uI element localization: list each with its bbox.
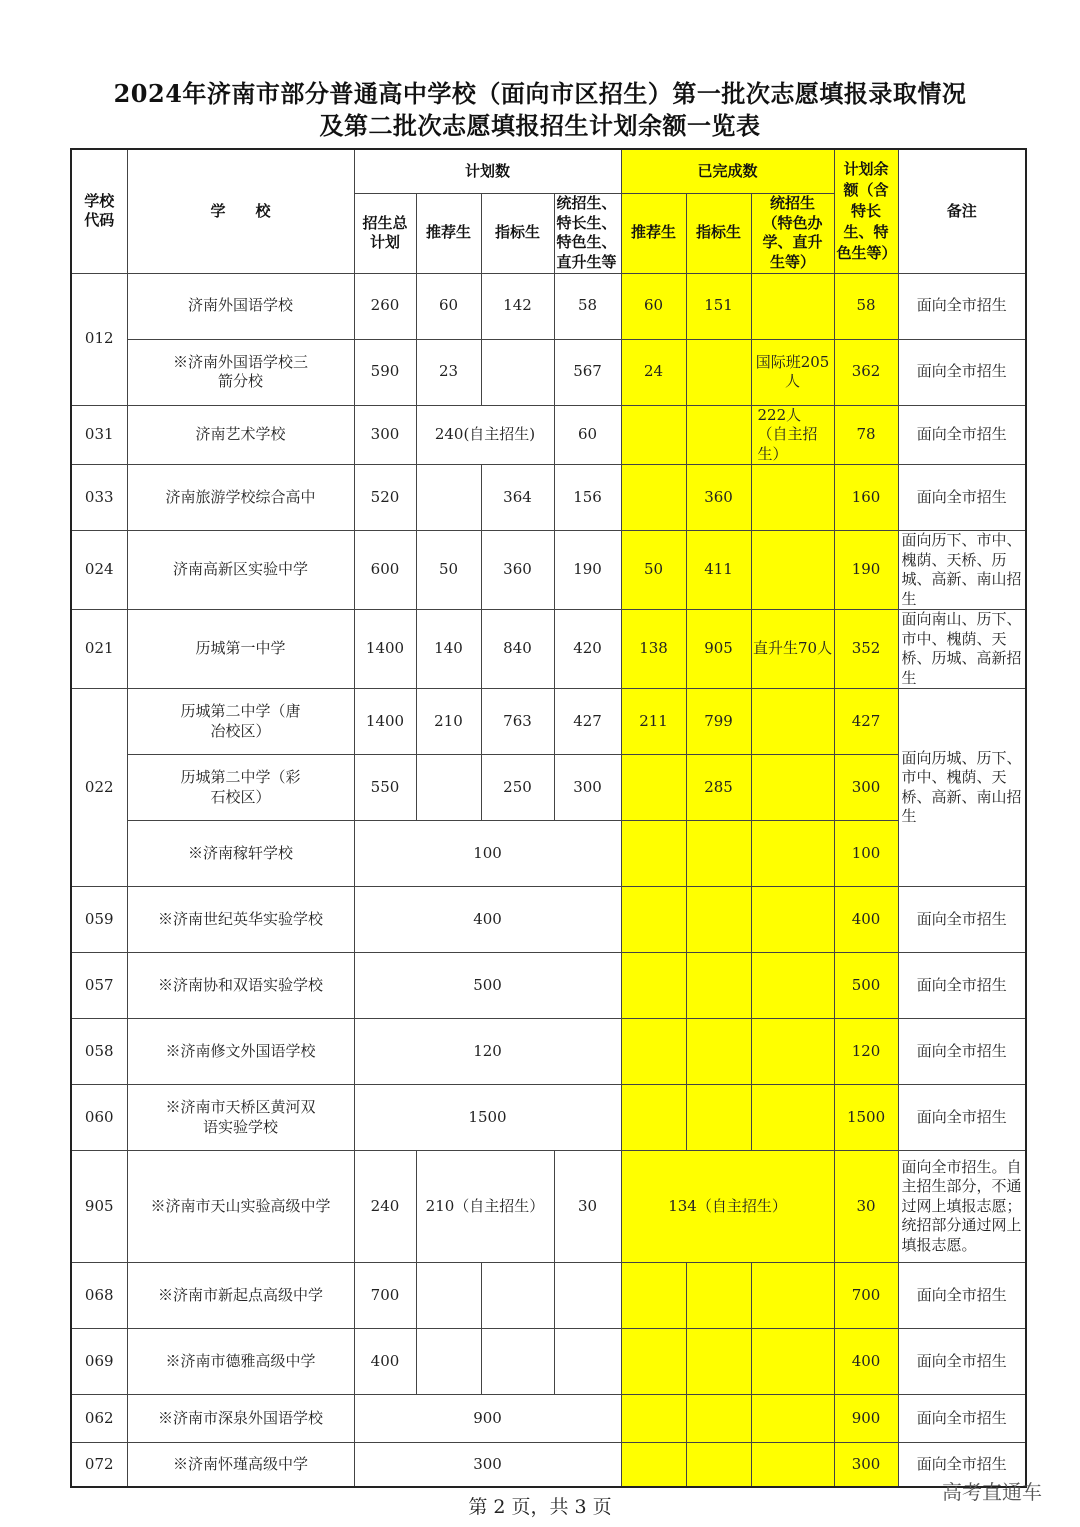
school-name: 历城第二中学（唐冶校区） [127,689,354,755]
plan-index [481,339,554,405]
done-index [686,339,751,405]
plan-index: 250 [481,755,554,821]
done-index: 360 [686,465,751,531]
header-done-index: 指标生 [686,193,751,273]
school-code: 068 [71,1263,127,1329]
plan-index: 840 [481,610,554,689]
header-row-1 [71,149,1026,193]
done-recommend [621,953,686,1019]
school-name: ※济南外国语学校三箭分校 [127,339,354,405]
table-row [71,465,1026,531]
school-code: 905 [71,1151,127,1263]
done-index: 905 [686,610,751,689]
done-index [686,1085,751,1151]
done-recommend: 50 [621,531,686,610]
school-code: 033 [71,465,127,531]
done-recommend [621,465,686,531]
done-unified: 222人（自主招生） [751,405,834,465]
done-recommend [621,1395,686,1443]
header-plan-recommend: 推荐生 [416,193,481,273]
plan-unified [554,1329,621,1395]
done-index [686,1395,751,1443]
school-code: 069 [71,1329,127,1395]
plan-recommend: 140 [416,610,481,689]
done-index [686,821,751,887]
done-recommend: 138 [621,610,686,689]
school-code: 022 [71,689,127,887]
remain: 58 [834,273,898,339]
plan-recommend-index: 240(自主招生) [416,405,554,465]
remark: 面向全市招生 [898,1263,1026,1329]
header-done-recommend: 推荐生 [621,193,686,273]
table-row [71,755,1026,821]
done-unified [751,1443,834,1487]
school-code: 058 [71,1019,127,1085]
done-unified [751,1263,834,1329]
plan-recommend [416,755,481,821]
table-row [71,953,1026,1019]
school-code: 060 [71,1085,127,1151]
plan-total: 400 [354,1329,416,1395]
plan-total: 1400 [354,689,416,755]
plan-recommend: 23 [416,339,481,405]
remark: 面向历下、市中、槐荫、天桥、历城、高新、南山招生 [898,531,1026,610]
header-code: 学校代码 [71,149,127,273]
done-recommend [621,755,686,821]
plan-unified [554,1263,621,1329]
done-unified [751,1395,834,1443]
table-row [71,1085,1026,1151]
done-recommend [621,1019,686,1085]
table-row [71,1263,1026,1329]
done-index [686,1443,751,1487]
remain: 362 [834,339,898,405]
school-code: 012 [71,273,127,405]
table-row [71,405,1026,465]
plan-unified: 567 [554,339,621,405]
remain: 1500 [834,1085,898,1151]
plan-total: 590 [354,339,416,405]
table-row [71,610,1026,689]
school-name: ※济南市深泉外国语学校 [127,1395,354,1443]
school-code: 062 [71,1395,127,1443]
done-unified [751,1019,834,1085]
done-recommend: 211 [621,689,686,755]
done-recommend [621,887,686,953]
done-recommend: 60 [621,273,686,339]
plan-total: 260 [354,273,416,339]
school-name: 济南旅游学校综合高中 [127,465,354,531]
remark: 面向全市招生 [898,405,1026,465]
header-remark: 备注 [898,149,1026,273]
school-name: ※济南市天山实验高级中学 [127,1151,354,1263]
plan-merged: 300 [354,1443,621,1487]
plan-unified: 30 [554,1151,621,1263]
plan-total: 600 [354,531,416,610]
plan-merged: 1500 [354,1085,621,1151]
table-row [71,1019,1026,1085]
table-row [71,821,1026,887]
plan-total: 300 [354,405,416,465]
plan-index: 364 [481,465,554,531]
remark: 面向南山、历下、市中、槐荫、天桥、历城、高新招生 [898,610,1026,689]
header-plan-total: 招生总计划 [354,193,416,273]
remain: 190 [834,531,898,610]
page-title-line-1: 2024年济南市部分普通高中学校（面向市区招生）第一批次志愿填报录取情况 [113,79,967,108]
school-code: 059 [71,887,127,953]
plan-total: 550 [354,755,416,821]
remark: 面向全市招生 [898,953,1026,1019]
plan-index [481,1263,554,1329]
admission-table [70,148,1027,1488]
plan-total: 240 [354,1151,416,1263]
plan-index: 142 [481,273,554,339]
done-unified: 国际班205人 [751,339,834,405]
done-unified [751,465,834,531]
plan-total: 700 [354,1263,416,1329]
school-name: ※济南市德雅高级中学 [127,1329,354,1395]
remark: 面向全市招生。自主招生部分，不通过网上填报志愿；统招部分通过网上填报志愿。 [898,1151,1026,1263]
table-row [71,531,1026,610]
remark: 面向全市招生 [898,1329,1026,1395]
remark: 面向全市招生 [898,1395,1026,1443]
remark: 面向全市招生 [898,887,1026,953]
remark: 面向全市招生 [898,465,1026,531]
plan-total: 1400 [354,610,416,689]
table-row [71,887,1026,953]
remain: 400 [834,887,898,953]
table-row [71,1443,1026,1487]
remark: 面向全市招生 [898,1443,1026,1487]
plan-recommend [416,1263,481,1329]
school-name: ※济南世纪英华实验学校 [127,887,354,953]
header-done-unified: 统招生（特色办学、直升生等） [751,193,834,273]
plan-unified: 58 [554,273,621,339]
table-row [71,273,1026,339]
plan-merged: 500 [354,953,621,1019]
done-recommend [621,405,686,465]
plan-unified: 427 [554,689,621,755]
done-index [686,1019,751,1085]
plan-recommend: 210 [416,689,481,755]
plan-unified: 190 [554,531,621,610]
plan-recommend [416,465,481,531]
remark: 面向全市招生 [898,273,1026,339]
table-row [71,1395,1026,1443]
done-unified [751,755,834,821]
done-recommend [621,1443,686,1487]
remain: 300 [834,1443,898,1487]
school-name: 济南外国语学校 [127,273,354,339]
remain: 500 [834,953,898,1019]
school-code: 024 [71,531,127,610]
remain: 300 [834,755,898,821]
done-unified [751,1329,834,1395]
done-index: 151 [686,273,751,339]
remark: 面向全市招生 [898,1085,1026,1151]
remain: 160 [834,465,898,531]
remain: 400 [834,1329,898,1395]
plan-index: 360 [481,531,554,610]
done-unified [751,953,834,1019]
table-row [71,1151,1026,1263]
remain: 700 [834,1263,898,1329]
done-unified: 直升生70人 [751,610,834,689]
plan-recommend [416,1329,481,1395]
header-school: 学 校 [127,149,354,273]
header-plan-index: 指标生 [481,193,554,273]
done-index: 285 [686,755,751,821]
remain: 427 [834,689,898,755]
done-unified [751,1085,834,1151]
school-name: ※济南市新起点高级中学 [127,1263,354,1329]
school-name: ※济南稼轩学校 [127,821,354,887]
remark: 面向全市招生 [898,1019,1026,1085]
plan-index: 763 [481,689,554,755]
done-index [686,1329,751,1395]
done-index: 799 [686,689,751,755]
school-name: 济南艺术学校 [127,405,354,465]
remain: 120 [834,1019,898,1085]
plan-unified: 300 [554,755,621,821]
plan-merged: 100 [354,821,621,887]
remain: 352 [834,610,898,689]
remark: 面向全市招生 [898,339,1026,405]
table-row [71,339,1026,405]
remain: 100 [834,821,898,887]
school-name: ※济南修文外国语学校 [127,1019,354,1085]
done-unified [751,273,834,339]
remain: 78 [834,405,898,465]
done-index: 411 [686,531,751,610]
plan-recommend: 60 [416,273,481,339]
school-code: 031 [71,405,127,465]
school-name: 济南高新区实验中学 [127,531,354,610]
school-name: 历城第二中学（彩石校区） [127,755,354,821]
done-recommend [621,1085,686,1151]
done-recommend [621,821,686,887]
table-row [71,689,1026,755]
plan-recommend: 50 [416,531,481,610]
done-unified [751,821,834,887]
done-recommend: 24 [621,339,686,405]
done-index [686,405,751,465]
school-code: 057 [71,953,127,1019]
done-unified [751,531,834,610]
page-number: 第 2 页，共 3 页 [468,1496,612,1518]
plan-merged: 900 [354,1395,621,1443]
school-name: ※济南协和双语实验学校 [127,953,354,1019]
plan-unified: 60 [554,405,621,465]
done-recommend [621,1263,686,1329]
done-index [686,953,751,1019]
plan-unified: 420 [554,610,621,689]
plan-merged: 400 [354,887,621,953]
done-index [686,1263,751,1329]
school-name: ※济南怀瑾高级中学 [127,1443,354,1487]
plan-total: 520 [354,465,416,531]
remain: 900 [834,1395,898,1443]
page-title-line-2: 及第二批次志愿填报招生计划余额一览表 [319,111,761,140]
table-row [71,1329,1026,1395]
school-name: ※济南市天桥区黄河双语实验学校 [127,1085,354,1151]
plan-index [481,1329,554,1395]
done-merged: 134（自主招生） [621,1151,834,1263]
done-index [686,887,751,953]
done-recommend [621,1329,686,1395]
plan-unified: 156 [554,465,621,531]
plan-recommend-index: 210（自主招生） [416,1151,554,1263]
header-remain: 计划余额（含特长生、特色生等） [834,149,898,273]
header-plan-unified: 统招生、特长生、特色生、直升生等 [554,193,621,273]
remain: 30 [834,1151,898,1263]
done-unified [751,887,834,953]
header-done: 已完成数 [621,149,834,193]
done-unified [751,689,834,755]
watermark-text: 高考直通车 [942,1480,1042,1504]
header-plan: 计划数 [354,149,621,193]
school-code: 072 [71,1443,127,1487]
school-name: 历城第一中学 [127,610,354,689]
plan-merged: 120 [354,1019,621,1085]
remark: 面向历城、历下、市中、槐荫、天桥、高新、南山招生 [898,689,1026,887]
school-code: 021 [71,610,127,689]
